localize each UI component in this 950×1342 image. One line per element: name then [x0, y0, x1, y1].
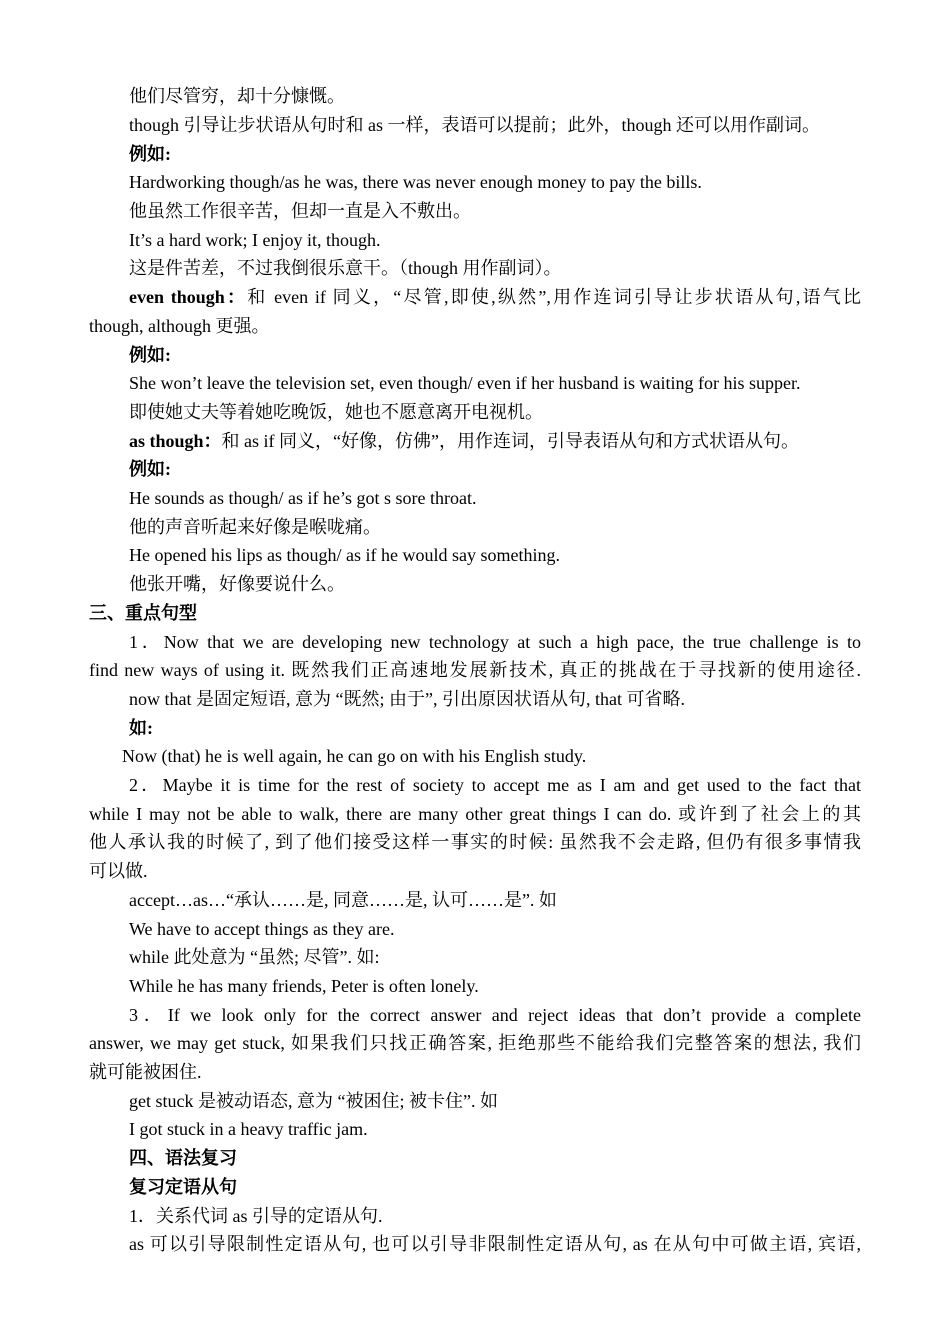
text-line: 可以做.: [89, 861, 148, 881]
text-span: 和 even if 同义，“尽管,即使,纵然”,用作连词引导让步状语从句,语气比: [247, 287, 861, 307]
paragraph-line: [129, 427, 799, 456]
subsection-heading: 复习定语从句: [129, 1177, 237, 1197]
text-line: 1．Now that we are developing new technology at such a high pace, the true challenge is to: [129, 632, 861, 652]
text-line: while I may not be able to walk, there are many other great things I can do. 或许到了社会上的其: [89, 804, 861, 824]
text-line: Now (that) he is well again, he can go on with his English study.: [122, 746, 587, 766]
text-line: 他虽然工作很辛苦，但却一直是入不敷出。: [129, 201, 471, 221]
text-line: 这是件苦差，不过我倒很乐意干。（though 用作副词）。: [129, 258, 562, 278]
text-line: I got stuck in a heavy traffic jam.: [129, 1119, 368, 1139]
text-line: now that 是固定短语, 意为 “既然; 由于”, 引出原因状语从句, that 可省略.: [129, 689, 685, 709]
text-line: 他们尽管穷，却十分慷慨。: [129, 86, 345, 106]
example-label: 例如:: [129, 144, 171, 164]
text-line: find new ways of using it. 既然我们正高速地发展新技术, 真正的挑战在于寻找新的使用途径.: [89, 660, 861, 680]
example-label: 例如:: [129, 459, 171, 479]
text-line: though 引导让步状语从句时和 as 一样，表语可以提前；此外，though 还可以用作副词。: [129, 115, 820, 135]
text-line: 他的声音听起来好像是喉咙痛。: [129, 517, 381, 537]
text-line: 3．If we look only for the correct answer and reject ideas that don’t provide a complete: [129, 1005, 861, 1025]
text-line: 1．关系代词 as 引导的定语从句.: [129, 1206, 383, 1226]
text-line: It’s a hard work; I enjoy it, though.: [129, 230, 381, 250]
section-heading: 三、重点句型: [89, 603, 197, 623]
text-line: answer, we may get stuck, 如果我们只找正确答案, 拒绝那些不能给我们完整答案的想法, 我们: [89, 1033, 861, 1053]
text-line: 他张开嘴，好像要说什么。: [129, 574, 345, 594]
text-line: 他人承认我的时候了, 到了他们接受这样一事实的时候: 虽然我不会走路, 但仍有很多事情我: [89, 832, 861, 852]
text-line: We have to accept things as they are.: [129, 919, 395, 939]
text-line: Hardworking though/as he was, there was never enough money to pay the bills.: [129, 172, 702, 192]
text-line: He sounds as though/ as if he’s got s sore throat.: [129, 488, 477, 508]
text-span: 和 as if 同义，“好像，仿佛”，用作连词，引导表语从句和方式状语从句。: [221, 431, 799, 451]
text-line: as 可以引导限制性定语从句, 也可以引导非限制性定语从句, as 在从句中可做主语, 宾语,: [129, 1234, 861, 1254]
text-line: accept…as…“承认……是, 同意……是, 认可……是”. 如: [129, 890, 557, 910]
section-heading: 四、语法复习: [129, 1148, 237, 1168]
term-as-though: as though：: [129, 431, 222, 451]
text-line: While he has many friends, Peter is often lonely.: [129, 976, 479, 996]
text-line: get stuck 是被动语态, 意为 “被困住; 被卡住”. 如: [129, 1091, 498, 1111]
text-line: while 此处意为 “虽然; 尽管”. 如:: [129, 947, 380, 967]
text-line: She won’t leave the television set, even though/ even if her husband is waiting for his supper.: [129, 373, 801, 393]
text-line: 2．Maybe it is time for the rest of society to accept me as I am and get used to the fact that: [129, 775, 861, 795]
text-line: 就可能被困住.: [89, 1062, 202, 1082]
text-line: 即使她丈夫等着她吃晚饭，她也不愿意离开电视机。: [129, 402, 543, 422]
example-label: 如:: [129, 718, 153, 738]
term-even-though: even though：: [129, 287, 248, 307]
text-line: though, although 更强。: [89, 316, 270, 336]
text-line: He opened his lips as though/ as if he would say something.: [129, 545, 560, 565]
paragraph-line: [129, 283, 861, 312]
example-label: 例如:: [129, 345, 171, 365]
